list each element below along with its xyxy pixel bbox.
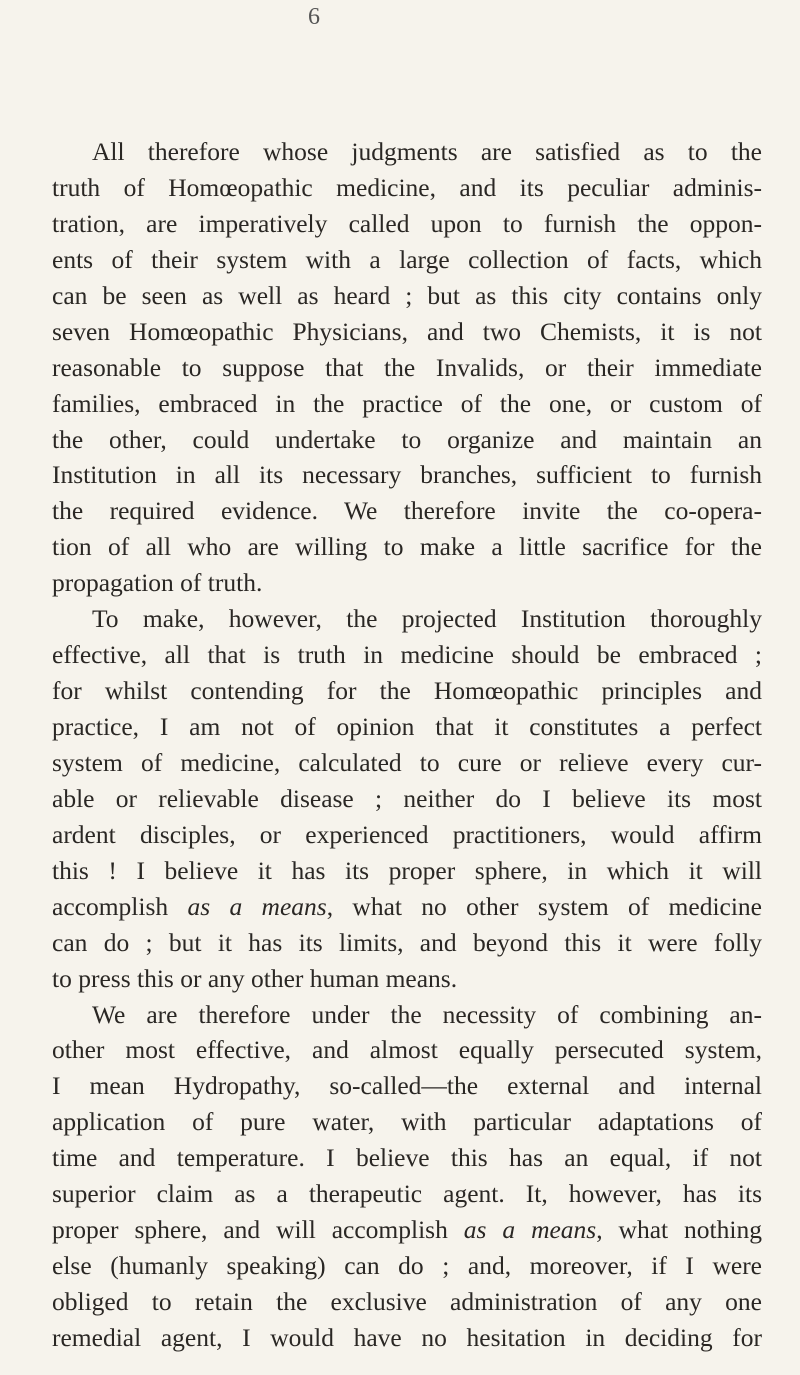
text-line-content xyxy=(52,245,762,274)
text-run: propagation of truth. xyxy=(52,568,263,598)
text-line-content xyxy=(92,1000,762,1029)
text-run: , what nothing xyxy=(596,1215,762,1245)
text-run: can be seen as well as heard ; but as this city contains only xyxy=(52,280,762,310)
page-number: 6 xyxy=(308,4,320,30)
text-line-content xyxy=(52,1215,762,1244)
text-line-content xyxy=(92,604,762,633)
text-line xyxy=(52,709,762,745)
text-line-content xyxy=(52,928,762,957)
text-run: reasonable to suppose that the Invalids, or their immediate xyxy=(52,352,762,382)
text-line-content xyxy=(52,568,262,597)
text-line xyxy=(52,170,762,206)
text-run: I mean Hydropathy, so-called—the external and internal xyxy=(52,1071,762,1101)
text-line xyxy=(52,1104,762,1140)
text-line-content xyxy=(52,784,762,813)
text-line xyxy=(52,1284,762,1320)
text-run: ents of their system with a large collection of facts, which xyxy=(52,244,762,274)
text-line-content xyxy=(52,1107,762,1136)
text-line-content xyxy=(52,856,762,885)
text-run: the required evidence. We therefore invite the co-opera- xyxy=(52,496,762,526)
text-line-content xyxy=(52,820,762,849)
text-run: other most effective, and almost equally persecuted system, xyxy=(52,1035,762,1065)
text-run: for whilst contending for the Homœopathic principles and xyxy=(52,676,762,706)
text-line xyxy=(52,314,762,350)
text-line xyxy=(52,1176,762,1212)
text-run: can do ; but it has its limits, and beyond this it were folly xyxy=(52,927,762,957)
text-run: proper sphere, and will accomplish xyxy=(52,1215,464,1245)
text-line-content xyxy=(52,389,762,418)
text-run: tration, are imperatively called upon to furnish the oppon- xyxy=(52,208,762,238)
text-run: this ! I believe it has its proper sphere, in which it will xyxy=(52,855,762,885)
text-line xyxy=(52,745,762,781)
text-line-content xyxy=(52,281,762,310)
text-line-content xyxy=(52,353,762,382)
text-line-content xyxy=(92,137,762,166)
text-run: able or relievable disease ; neither do I believe its most xyxy=(52,783,762,813)
text-run: effective, all that is truth in medicine should be embraced ; xyxy=(52,640,762,670)
text-line xyxy=(52,817,762,853)
text-line xyxy=(52,781,762,817)
text-line xyxy=(52,889,762,925)
text-line xyxy=(52,206,762,242)
text-line xyxy=(52,1320,762,1356)
italic-text: as a means xyxy=(187,891,327,921)
text-line xyxy=(52,1068,762,1104)
text-run: ardent disciples, or experienced practitioners, would affirm xyxy=(52,819,762,849)
text-run: To make, however, the projected Institution thoroughly xyxy=(92,604,762,634)
text-line xyxy=(52,1140,762,1176)
text-line-content xyxy=(52,317,762,346)
text-line-content xyxy=(52,425,762,454)
text-line xyxy=(52,457,762,493)
text-run: seven Homœopathic Physicians, and two Chemists, it is not xyxy=(52,316,762,346)
text-line xyxy=(52,1212,762,1248)
text-run: time and temperature. I believe this has an equal, if not xyxy=(52,1143,762,1173)
text-line xyxy=(52,601,762,637)
text-run: Institution in all its necessary branches, sufficient to furnish xyxy=(52,460,762,490)
text-run: else (humanly speaking) can do ; and, moreover, if I were xyxy=(52,1251,762,1281)
text-line xyxy=(52,493,762,529)
text-line-content xyxy=(52,892,762,921)
text-line xyxy=(52,565,762,601)
text-line-content xyxy=(52,712,762,741)
body-text xyxy=(52,134,762,1356)
text-line xyxy=(52,350,762,386)
text-line-content xyxy=(52,209,762,238)
text-run: to press this or any other human means. xyxy=(52,963,458,993)
text-run: the other, could undertake to organize and maintain an xyxy=(52,424,762,454)
text-line-content xyxy=(52,676,762,705)
text-line xyxy=(52,925,762,961)
text-run: system of medicine, calculated to cure or relieve every cur- xyxy=(52,747,762,777)
text-run: tion of all who are willing to make a little sacrifice for the xyxy=(52,532,762,562)
text-line xyxy=(52,1248,762,1284)
text-run: remedial agent, I would have no hesitation in deciding for xyxy=(52,1322,762,1352)
text-line-content xyxy=(52,1323,762,1352)
text-line xyxy=(52,961,762,997)
text-line xyxy=(52,997,762,1033)
text-line xyxy=(52,386,762,422)
text-line xyxy=(52,529,762,565)
text-line xyxy=(52,637,762,673)
text-run: obliged to retain the exclusive administration of any one xyxy=(52,1287,762,1316)
text-line xyxy=(52,673,762,709)
text-line xyxy=(52,422,762,458)
text-line-content xyxy=(52,496,762,525)
text-line-content xyxy=(52,964,457,993)
text-run: application of pure water, with particular adaptations of xyxy=(52,1107,762,1137)
text-line-content xyxy=(52,1143,762,1172)
text-line-content xyxy=(52,1179,762,1208)
text-line xyxy=(52,278,762,314)
text-line xyxy=(52,1032,762,1068)
text-line xyxy=(52,242,762,278)
text-run: We are therefore under the necessity of combining an- xyxy=(92,999,762,1029)
text-run: truth of Homœopathic medicine, and its peculiar adminis- xyxy=(52,172,762,202)
text-run: accomplish xyxy=(52,891,188,921)
text-line xyxy=(52,134,762,170)
text-run: practice, I am not of opinion that it constitutes a perfect xyxy=(52,712,762,741)
text-run: families, embraced in the practice of the one, or custom of xyxy=(52,388,762,418)
text-line-content xyxy=(52,1287,762,1316)
text-line-content xyxy=(52,1035,762,1064)
italic-text: as a means xyxy=(463,1215,597,1245)
text-run: All therefore whose judgments are satisfied as to the xyxy=(92,137,762,166)
text-line-content xyxy=(52,640,762,669)
text-line-content xyxy=(52,532,762,561)
text-line xyxy=(52,853,762,889)
text-line-content xyxy=(52,1251,762,1280)
text-run: superior claim as a therapeutic agent. It, however, has its xyxy=(52,1179,762,1209)
text-run: , what no other system of medicine xyxy=(326,891,763,921)
text-line-content xyxy=(52,1071,762,1100)
text-line-content xyxy=(52,173,762,202)
text-line-content xyxy=(52,460,762,489)
text-line-content xyxy=(52,748,762,777)
